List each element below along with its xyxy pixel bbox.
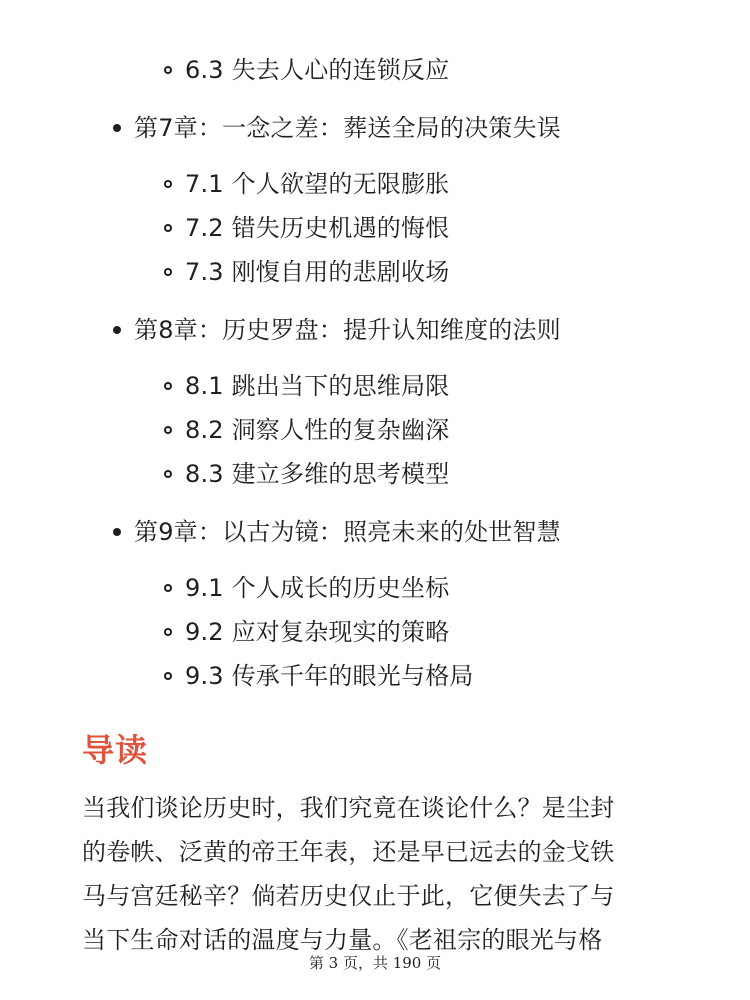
toc-section-item <box>0 408 449 452</box>
toc-section-item <box>0 48 449 92</box>
paragraph-line: 当下生命对话的温度与力量。《老祖宗的眼光与格 <box>82 926 603 954</box>
hollow-bullet-icon <box>164 66 172 74</box>
toc-section-label: 8.2 洞察人性的复杂幽深 <box>185 416 450 444</box>
toc-section-item <box>0 364 449 408</box>
hollow-bullet-icon <box>164 672 172 680</box>
hollow-bullet-icon <box>164 628 172 636</box>
hollow-bullet-icon <box>164 584 172 592</box>
toc-chapter-item <box>0 510 561 554</box>
hollow-bullet-icon <box>164 470 172 478</box>
hollow-bullet-icon <box>164 382 172 390</box>
toc-section-item <box>0 162 449 206</box>
section-heading: 导读 <box>82 731 149 769</box>
toc-chapter-label: 第7章：一念之差：葬送全局的决策失误 <box>134 114 561 142</box>
page-number-footer: 第 3 页，共 190 页 <box>308 954 442 972</box>
toc-section-label: 7.2 错失历史机遇的悔恨 <box>185 214 450 242</box>
toc-chapter-label: 第9章：以古为镜：照亮未来的处世智慧 <box>134 518 561 546</box>
toc-section-item <box>0 654 474 698</box>
filled-bullet-icon <box>113 528 121 536</box>
toc-chapter-label: 第8章：历史罗盘：提升认知维度的法则 <box>134 316 561 344</box>
toc-section-item <box>0 610 449 654</box>
toc-section-item <box>0 250 449 294</box>
hollow-bullet-icon <box>164 426 172 434</box>
paragraph-line: 马与宫廷秘辛？倘若历史仅止于此，它便失去了与 <box>82 882 615 910</box>
toc-section-label: 7.3 刚愎自用的悲剧收场 <box>185 258 450 286</box>
filled-bullet-icon <box>113 326 121 334</box>
toc-section-item <box>0 566 449 610</box>
toc-section-label: 9.1 个人成长的历史坐标 <box>185 574 450 602</box>
toc-section-item <box>0 206 449 250</box>
toc-section-label: 9.2 应对复杂现实的策略 <box>185 618 450 646</box>
paragraph-line: 当我们谈论历史时，我们究竟在谈论什么？是尘封 <box>82 794 615 822</box>
toc-section-label: 8.3 建立多维的思考模型 <box>185 460 450 488</box>
filled-bullet-icon <box>113 124 121 132</box>
toc-section-label: 7.1 个人欲望的无限膨胀 <box>185 170 450 198</box>
toc-chapter-item <box>0 308 561 352</box>
toc-section-label: 6.3 失去人心的连锁反应 <box>185 56 450 84</box>
toc-section-label: 8.1 跳出当下的思维局限 <box>185 372 450 400</box>
hollow-bullet-icon <box>164 268 172 276</box>
intro-paragraph <box>82 786 682 962</box>
paragraph-line: 的卷帙、泛黄的帝王年表，还是早已远去的金戈铁 <box>82 838 615 866</box>
toc-section-label: 9.3 传承千年的眼光与格局 <box>185 662 474 690</box>
toc-chapter-item <box>0 106 561 150</box>
hollow-bullet-icon <box>164 180 172 188</box>
hollow-bullet-icon <box>164 224 172 232</box>
toc-section-item <box>0 452 449 496</box>
